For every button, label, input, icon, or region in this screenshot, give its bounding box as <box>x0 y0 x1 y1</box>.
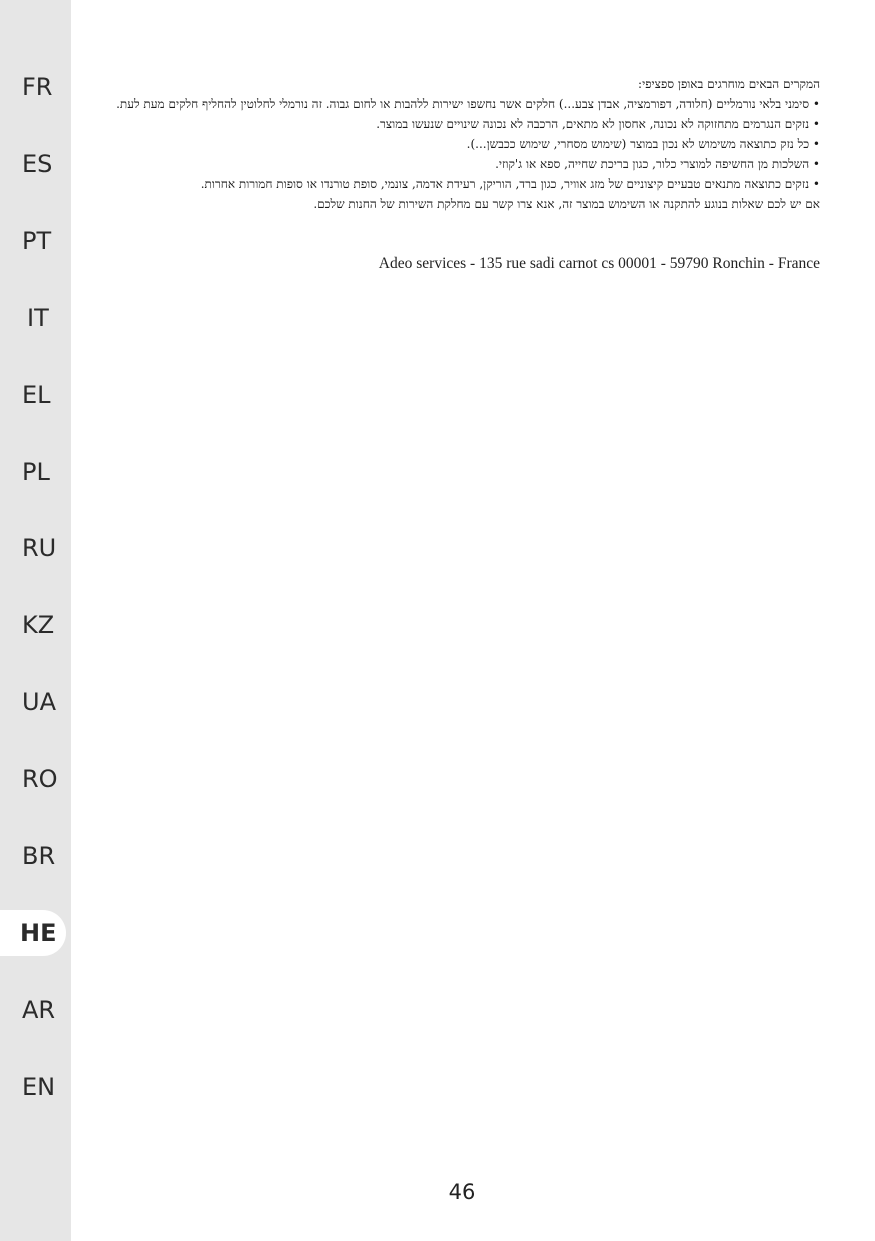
lang-tab-pt[interactable]: PT <box>22 227 52 255</box>
warranty-exclusions-text <box>112 74 820 214</box>
lang-tab-pl[interactable]: PL <box>22 458 50 486</box>
exclusion-item: • כל נזק כתוצאה משימוש לא נכון במוצר (שימוש מסחרי, שימוש ככבשן...). <box>466 137 820 151</box>
lang-tab-ua[interactable]: UA <box>22 688 56 716</box>
page-number: 46 <box>448 1180 476 1204</box>
lang-tab-es[interactable]: ES <box>22 150 53 178</box>
lang-tab-he-active[interactable]: HE <box>0 910 66 956</box>
company-address: Adeo services - 135 rue sadi carnot cs 00001 - 59790 Ronchin - France <box>378 255 820 272</box>
exclusion-item: • סימני בלאי נורמליים (חלודה, דפורמציה, אבדן צבע...) חלקים אשר נחשפו ישירות ללהבות או לחום גבוה. זה נורמלי לחלוטין להחליף חלקים מעת לעת. <box>116 97 820 111</box>
lang-tab-ro[interactable]: RO <box>22 765 58 793</box>
lang-tab-fr[interactable]: FR <box>22 73 53 101</box>
lang-tab-it[interactable]: IT <box>27 304 49 332</box>
lang-tab-ar[interactable]: AR <box>22 996 56 1024</box>
contact-note: אם יש לכם שאלות בנוגע להתקנה או השימוש במוצר זה, אנא צרו קשר עם מחלקת השירות של החנות שלכם. <box>313 197 820 211</box>
lang-tab-ru[interactable]: RU <box>22 534 57 562</box>
exclusion-item: • השלכות מן החשיפה למוצרי כלור, כגון בריכת שחייה, ספא או ג'קוזי. <box>495 157 820 171</box>
lang-tab-el[interactable]: EL <box>22 381 51 409</box>
exclusions-intro: המקרים הבאים מוחרגים באופן ספציפי: <box>638 77 820 91</box>
language-sidebar <box>0 0 71 1241</box>
lang-tab-kz[interactable]: KZ <box>22 611 55 639</box>
lang-tab-br[interactable]: BR <box>22 842 56 870</box>
exclusion-item: • נזקים כתוצאה מתנאים טבעיים קיצוניים של מזג אוויר, כגון ברד, הוריקן, רעידת אדמה, צונמי, סופת טורנדו או סופות חמורות אחרות. <box>200 177 820 191</box>
exclusion-item: • נזקים הנגרמים מתחזוקה לא נכונה, אחסון לא מתאים, הרכבה לא נכונה שינויים שנעשו במוצר. <box>376 117 820 131</box>
lang-tab-en[interactable]: EN <box>22 1073 56 1101</box>
